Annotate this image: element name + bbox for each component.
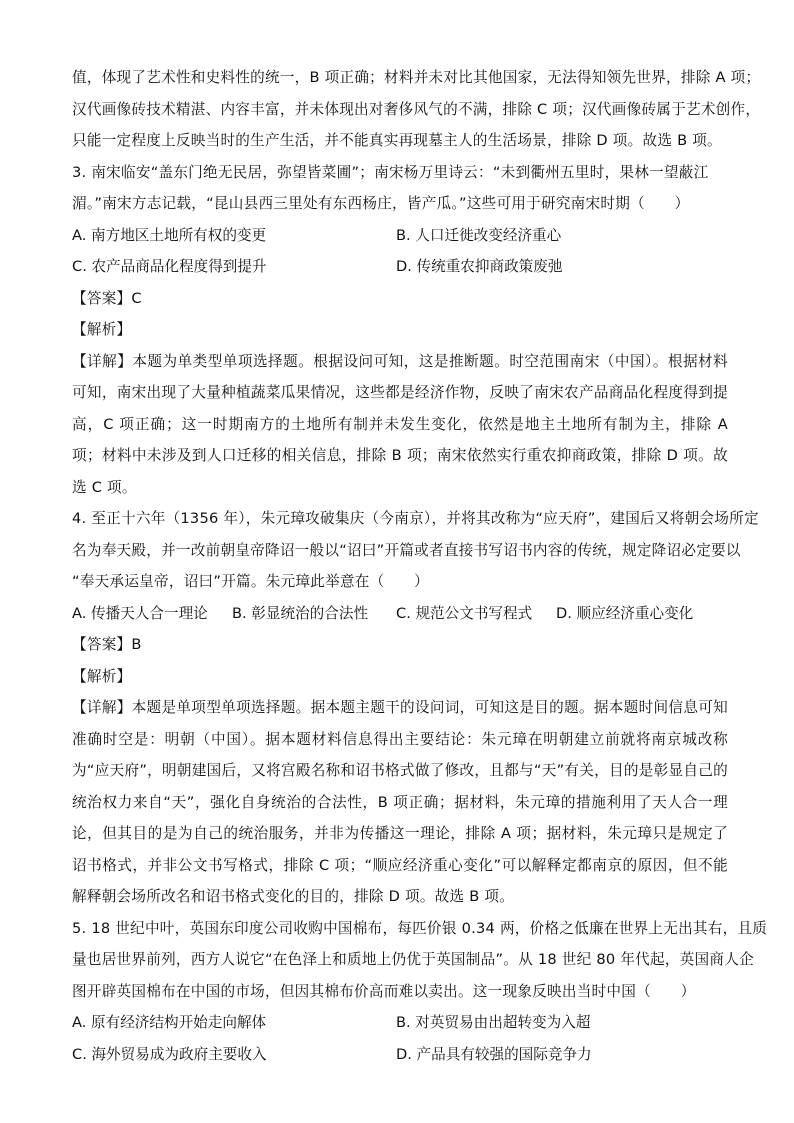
option-a: A. 原有经济结构开始走向解体 bbox=[72, 1014, 267, 1031]
option-d: D. 传统重农抑商政策废弛 bbox=[396, 258, 563, 275]
question-stem-line: 图开辟英国棉布在中国的市场，但因其棉布价高而难以卖出。这一现象反映出当时中国（ ） bbox=[72, 982, 696, 1000]
question-4 bbox=[72, 503, 759, 913]
answer-label: 【答案】C bbox=[72, 289, 142, 307]
question-stem-line: 名为奉天殿，并一改前朝皇帝降诏一般以“诏曰”开篇或者直接书写诏书内容的传统，规定降诏必定要以 bbox=[72, 541, 741, 559]
question-5 bbox=[72, 913, 768, 1071]
question-stem-line: 量也居世界前列，西方人说它“在色泽上和质地上仍优于英国制品”。从 18 世纪 80 年代起，英国商人企 bbox=[72, 951, 754, 968]
options-row bbox=[72, 598, 728, 630]
analysis-label: 【解析】 bbox=[72, 321, 132, 338]
option-a: A. 传播天人合一理论 bbox=[72, 604, 208, 622]
question-stem-line: 湄。”南宋方志记载，“昆山县西三里处有东西杨庄，皆产瓜。”这些可用于研究南宋时期（ ） bbox=[72, 195, 690, 212]
option-b: B. 人口迁徙改变经济重心 bbox=[396, 226, 562, 244]
text-line: 只能一定程度上反映当时的生产生活，并不能真实再现墓主人的生活场景，排除 D 项。故选 B 项。 bbox=[72, 132, 722, 149]
question-stem-line: “奉天承运皇帝，诏曰”开篇。朱元璋此举意在（ ） bbox=[72, 573, 430, 590]
analysis-label: 【解析】 bbox=[72, 667, 132, 685]
option-a: A. 南方地区土地所有权的变更 bbox=[72, 226, 267, 244]
text-line: 值，体现了艺术性和史料性的统一，B 项正确；材料并未对比其他国家，无法得知领先世界，排除 A 项； bbox=[72, 69, 761, 86]
question-stem-line: 3. 南宋临安“盖东门绝无民居，弥望皆菜圃”；南宋杨万里诗云：“未到衢州五里时，果林一望蔽江 bbox=[72, 163, 709, 181]
option-d: D. 产品具有较强的国际竞争力 bbox=[396, 1045, 592, 1063]
options-grid bbox=[72, 1007, 728, 1070]
option-b: B. 对英贸易由出超转变为入超 bbox=[396, 1014, 591, 1031]
option-c: C. 海外贸易成为政府主要收入 bbox=[72, 1045, 267, 1063]
detailed-explanation: 【详解】本题是单项型单项选择题。据本题主题干的设问词，可知这是目的题。据本题时间信息可知准确时空是：明朝（中国）。据本题材料信息得出主要结论：朱元璋在明朝建立前就将南京城改称为“应天府”，明朝建国后，又将宫殿名称和诏书格式做了修改，且都与“天”有关，目的是彰显自己的统治权力来自“天”，强化自身统治的合法性，B 项正确；据材料，朱元璋的措施利用了天人合一理论，但其目的是为自己的统治服务，并非为传播这一理论，排除 A 项；据材料，朱元璋只是规定了诏书格式，并非公文书写格式，排除 C 项；“顺应经济重心变化”可以解释定都南京的原因，但不能解释朝会场所改名和诏书格式变化的目的，排除 D 项。故选 B 项。 bbox=[72, 699, 728, 905]
options-grid bbox=[72, 220, 728, 283]
question-stem-line: 4. 至正十六年（1356 年），朱元璋攻破集庆（今南京），并将其改称为“应天府”，建国后又将朝会场所定 bbox=[72, 510, 759, 527]
answer-label: 【答案】B bbox=[72, 636, 142, 653]
option-b: B. 彰显统治的合法性 bbox=[232, 604, 369, 622]
option-c: C. 规范公文书写程式 bbox=[396, 604, 533, 622]
detailed-explanation: 【详解】本题为单类型单项选择题。根据设问可知，这是推断题。时空范围南宋（中国）。根据材料可知，南宋出现了大量种植蔬菜瓜果情况，这些都是经济作物，反映了南宋农产品商品化程度得到提高，C 项正确；这一时期南方的土地所有制并未发生变化，依然是地主土地所有制为主，排除 A 项；材料中未涉及到人口迁移的相关信息，排除 B 项；南宋依然实行重农抑商政策，排除 D 项。故选 C 项。 bbox=[72, 352, 728, 496]
text-line: 汉代画像砖技术精湛、内容丰富，并未体现出对奢侈风气的不满，排除 C 项；汉代画像砖属于艺术创作， bbox=[72, 100, 761, 118]
previous-analysis-continuation bbox=[72, 62, 761, 157]
option-d: D. 顺应经济重心变化 bbox=[556, 604, 694, 622]
document-page bbox=[72, 62, 768, 1070]
option-c: C. 农产品商品化程度得到提升 bbox=[72, 258, 267, 275]
question-3 bbox=[72, 157, 728, 504]
question-stem-line: 5. 18 世纪中叶，英国东印度公司收购中国棉布，每匹价银 0.34 两，价格之低廉在世界上无出其右，且质 bbox=[72, 919, 768, 937]
